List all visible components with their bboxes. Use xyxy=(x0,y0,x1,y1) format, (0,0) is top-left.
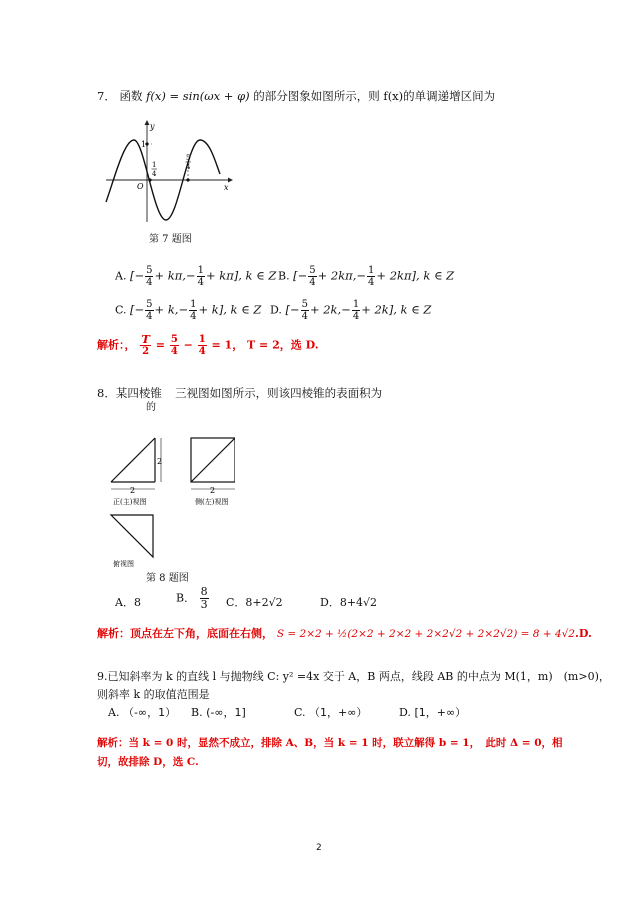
option-letter: B. xyxy=(278,269,290,283)
option-letter: A． xyxy=(115,596,134,609)
frac-den: 4 xyxy=(368,277,375,288)
front-width-label: 2 xyxy=(130,486,136,495)
q8-option-d[interactable] xyxy=(320,594,377,610)
tick1-den: 4 xyxy=(152,170,157,178)
front-view-label: 正(主)视图 xyxy=(113,498,147,506)
q9-stem-line1: 9.已知斜率为 k 的直线 l 与抛物线 C: y² =4x 交于 A，B 两点，线段 AB 的中点为 M(1，m) (m>0)， xyxy=(97,670,610,683)
option-value: [1，+∞） xyxy=(414,706,467,719)
minus: − xyxy=(183,338,193,352)
q9-option-a[interactable] xyxy=(108,704,176,720)
analysis-end: .D. xyxy=(575,627,592,640)
option-letter: A. xyxy=(108,706,120,719)
q7-function: f(x) = sin(ωx + φ) xyxy=(146,89,250,103)
q8-stem xyxy=(97,385,382,401)
part: + k], k ∈ Z xyxy=(198,302,262,317)
frac-num: 1 xyxy=(198,334,206,345)
tick1-num: 1 xyxy=(152,161,157,169)
frac xyxy=(352,299,360,322)
q7-stem-pre: 函数 xyxy=(119,89,143,103)
frac-den: 4 xyxy=(190,311,197,322)
q9-option-d[interactable] xyxy=(399,704,466,720)
option-letter: C. xyxy=(294,706,306,719)
part: + kπ,− xyxy=(154,268,196,283)
frac-num: 5 xyxy=(309,265,316,276)
frac-num: 5 xyxy=(170,334,178,345)
q7-option-c[interactable] xyxy=(115,299,261,322)
option-letter: C. xyxy=(115,303,127,317)
analysis-rest: = 1， T = 2，选 D. xyxy=(211,338,319,352)
q8-analysis xyxy=(97,625,592,641)
analysis-label: 解析：， xyxy=(97,338,136,352)
option-letter: B. xyxy=(191,706,203,719)
top-view-label: 俯视图 xyxy=(113,560,134,568)
option-value: （1，+∞） xyxy=(309,706,368,719)
q8-stem-part2: 三视图如图所示，则该四棱锥的表面积为 xyxy=(175,386,383,400)
frac-num: 8 xyxy=(200,585,208,598)
q7-number: 7． xyxy=(97,89,116,103)
q7-sine-graph xyxy=(102,118,234,226)
y-axis-arrow xyxy=(145,120,150,125)
part: [− xyxy=(130,302,145,317)
frac-den: 4 xyxy=(352,311,360,322)
option-letter: A. xyxy=(115,269,127,283)
frac xyxy=(198,334,207,357)
frac xyxy=(301,299,309,322)
point-five-fourths xyxy=(186,178,189,181)
side-diagonal xyxy=(191,438,235,482)
option-value: 8 xyxy=(133,596,141,609)
side-width-label: 2 xyxy=(210,486,216,495)
frac-num: 1 xyxy=(190,299,197,310)
frac-num: 5 xyxy=(146,265,153,276)
frac xyxy=(367,265,375,288)
tick2-num: 5 xyxy=(186,154,191,162)
frac-num: T xyxy=(141,332,150,346)
frac-den: 4 xyxy=(198,346,206,357)
q9-option-c[interactable] xyxy=(294,704,367,720)
tick2-den: 4 xyxy=(186,163,191,171)
part: + 2k,− xyxy=(309,302,351,317)
part: [− xyxy=(293,268,308,283)
origin-label: O xyxy=(137,182,144,191)
q7-stem xyxy=(97,88,495,104)
frac-den: 4 xyxy=(146,277,153,288)
frac xyxy=(308,265,316,288)
frac-num: 1 xyxy=(368,265,375,276)
frac-den: 4 xyxy=(309,277,316,288)
option-letter: B． xyxy=(176,591,196,605)
option-letter: D. xyxy=(399,706,411,719)
q8-option-a[interactable] xyxy=(115,594,141,610)
side-view-label: 侧(左)视图 xyxy=(195,498,229,506)
frac-num: 5 xyxy=(146,299,153,310)
analysis-text: 解析：顶点在左下角，底面在右侧， xyxy=(97,627,273,640)
frac-den: 2 xyxy=(142,346,150,357)
option-letter: D. xyxy=(270,303,282,317)
frac-num: 1 xyxy=(352,299,360,310)
part: [− xyxy=(285,302,300,317)
q8-stem-part1: 8．某四棱锥 xyxy=(97,386,162,400)
x-axis-arrow xyxy=(228,178,233,183)
one-label: 1 xyxy=(141,140,147,149)
part: [− xyxy=(129,268,145,283)
frac xyxy=(170,334,179,357)
q8-caption: 第 8 题图 xyxy=(146,573,189,584)
frac xyxy=(200,586,209,611)
frac-den: 3 xyxy=(200,598,208,611)
q7-option-b[interactable] xyxy=(278,265,454,288)
frac-num: 1 xyxy=(197,265,204,276)
frac xyxy=(145,265,153,288)
option-letter: D． xyxy=(320,596,340,609)
q7-analysis xyxy=(97,334,319,357)
q7-caption: 第 7 题图 xyxy=(149,234,192,245)
frac xyxy=(189,299,197,322)
q8-option-c[interactable] xyxy=(226,594,283,610)
option-value: (-∞，1] xyxy=(206,706,246,719)
part: + kπ], k ∈ Z xyxy=(205,268,277,283)
frac-den: 4 xyxy=(170,346,178,357)
q8-three-views xyxy=(105,432,235,582)
equals: = xyxy=(155,338,165,352)
option-value: 8+4√2 xyxy=(339,596,378,609)
part: + 2k], k ∈ Z xyxy=(361,302,432,317)
frac-den: 4 xyxy=(197,277,204,288)
frac xyxy=(140,334,151,357)
frac xyxy=(197,265,205,288)
q8-stem-de: 的 xyxy=(146,402,156,413)
q9-stem-line2: 则斜率 k 的取值范围是 xyxy=(97,688,210,701)
frac xyxy=(145,299,153,322)
y-label: y xyxy=(150,122,155,131)
q9-analysis-line2: 切，故排除 D，选 C. xyxy=(97,756,199,768)
q7-option-d[interactable] xyxy=(270,299,431,322)
front-hypotenuse xyxy=(111,438,155,482)
q7-option-a[interactable] xyxy=(115,265,276,288)
page-number: 2 xyxy=(316,843,322,853)
q9-analysis-line1: 解析：当 k = 0 时，显然不成立，排除 A、B，当 k = 1 时，联立解得 b = 1， 此时 Δ = 0，相 xyxy=(97,737,563,749)
part: + 2kπ,− xyxy=(317,268,367,283)
option-value: （-∞，1） xyxy=(122,706,177,719)
option-letter: C． xyxy=(226,596,246,609)
frac-den: 4 xyxy=(301,311,308,322)
point-quarter xyxy=(148,178,151,181)
part: + k,− xyxy=(154,302,189,317)
part: + 2kπ], k ∈ Z xyxy=(376,268,455,283)
q9-option-b[interactable] xyxy=(191,704,246,720)
option-value: 8+2√2 xyxy=(245,596,283,609)
frac-num: 5 xyxy=(301,299,308,310)
q7-stem-post: 的部分图象如图所示，则 f(x)的单调递增区间为 xyxy=(253,89,496,103)
top-triangle xyxy=(111,515,153,557)
front-height-label: 2 xyxy=(157,457,163,466)
x-label: x xyxy=(224,183,229,192)
analysis-formula: S = 2×2 + ½(2×2 + 2×2 + 2×2√2 + 2×2√2) = 8 + 4√2 xyxy=(276,628,575,640)
frac-den: 4 xyxy=(146,311,153,322)
q8-option-b[interactable] xyxy=(176,586,210,611)
